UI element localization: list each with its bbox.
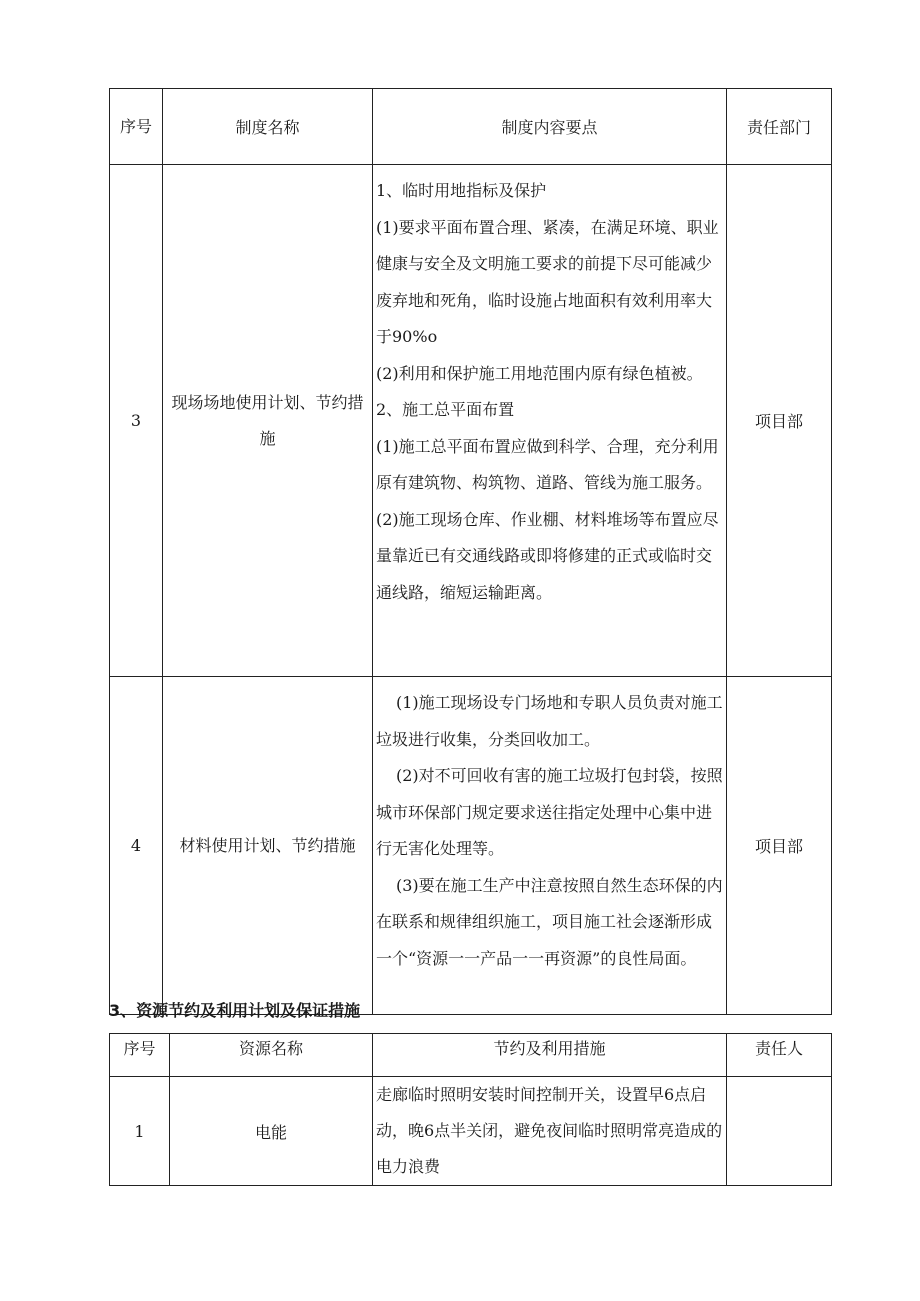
header-responsible-dept: 责任部门	[727, 89, 832, 165]
header-resource-name: 资源名称	[170, 1034, 373, 1077]
row-responsible-person	[727, 1077, 832, 1186]
row-system-name: 现场场地使用计划、节约措施	[163, 165, 373, 677]
section-title: 3、资源节约及利用计划及保证措施	[109, 1001, 361, 1020]
header-responsible-person: 责任人	[727, 1034, 832, 1077]
row-resource-name: 电能	[170, 1077, 373, 1186]
table-header-row	[110, 1034, 832, 1077]
row-responsible-dept: 项目部	[727, 677, 832, 1015]
management-system-table	[109, 88, 832, 1015]
content-heading: 2、施工总平面布置	[376, 400, 515, 419]
header-measures: 节约及利用措施	[373, 1034, 727, 1077]
row-responsible-dept: 项目部	[727, 165, 832, 677]
resource-saving-table	[109, 1033, 832, 1186]
content-item: (1)要求平面布置合理、紧凑，在满足环境、职业健康与安全及文明施工要求的前提下尽可能减少废弃地和死角，临时设施占地面积有效利用率大于90%o	[376, 217, 719, 346]
row-seq: 3	[110, 165, 163, 677]
table-header-row	[110, 89, 832, 165]
table-row	[110, 677, 832, 1015]
content-heading: 1、临时用地指标及保护	[376, 181, 547, 200]
content-item: (2)利用和保护施工用地范围内原有绿色植被。	[376, 363, 703, 383]
header-system-name: 制度名称	[163, 89, 373, 165]
table-row	[110, 1077, 832, 1186]
content-item: (1)施工总平面布置应做到科学、合理，充分利用原有建筑物、构筑物、道路、管线为施工服务。	[376, 436, 719, 492]
header-seq: 序号	[110, 89, 163, 165]
header-system-content: 制度内容要点	[373, 89, 727, 165]
row-system-content	[373, 677, 727, 1015]
content-item: (2)对不可回收有害的施工垃圾打包封袋，按照城市环保部门规定要求送往指定处理中心集中进行无害化处理等。	[376, 766, 723, 858]
header-seq: 序号	[110, 1034, 170, 1077]
content-item: (1)施工现场设专门场地和专职人员负责对施工垃圾进行收集，分类回收加工。	[376, 693, 723, 749]
table-row	[110, 165, 832, 677]
row-system-name: 材料使用计划、节约措施	[163, 677, 373, 1015]
row-seq: 1	[110, 1077, 170, 1186]
row-seq: 4	[110, 677, 163, 1015]
content-item: (2)施工现场仓库、作业棚、材料堆场等布置应尽量靠近已有交通线路或即将修建的正式或临时交通线路，缩短运输距离。	[376, 509, 719, 602]
row-measures: 走廊临时照明安装时间控制开关，设置早6点启动，晚6点半关闭，避免夜间临时照明常亮造成的电力浪费	[373, 1077, 727, 1186]
content-item: (3)要在施工生产中注意按照自然生态环保的内在联系和规律组织施工，项目施工社会逐渐形成一个“资源一一产品一一再资源”的良性局面。	[376, 875, 723, 968]
row-system-content	[373, 165, 727, 677]
